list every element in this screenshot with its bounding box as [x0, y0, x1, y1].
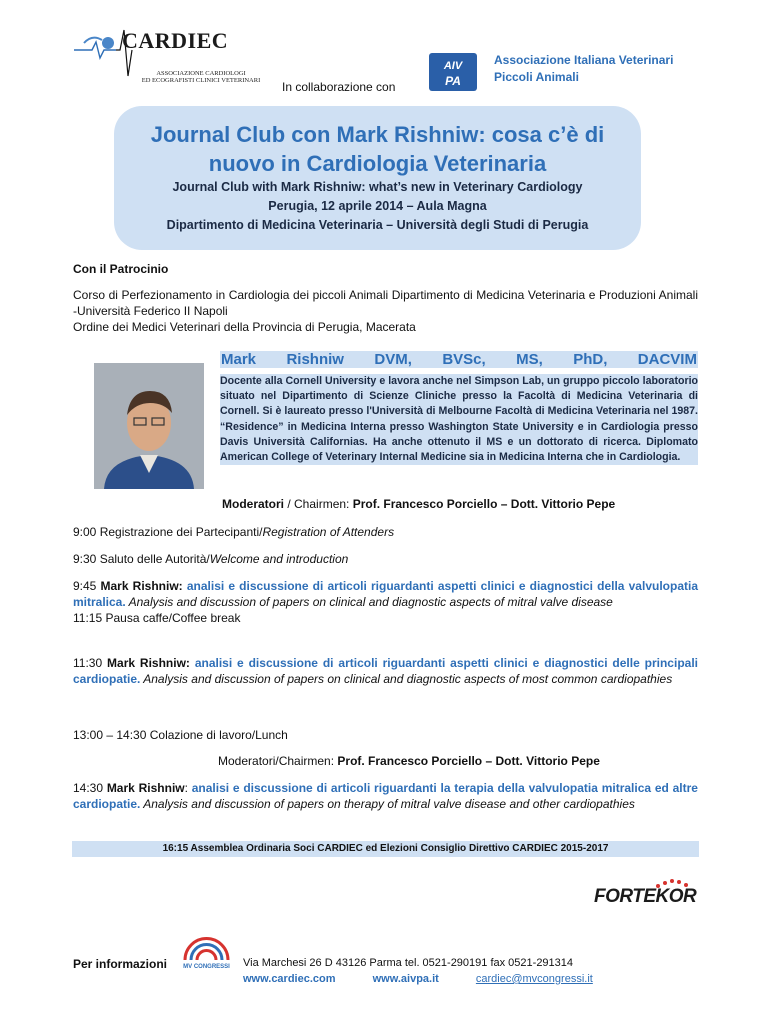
- program-item-lunch: 13:00 – 14:30 Colazione di lavoro/Lunch: [73, 728, 288, 742]
- moderators-2: [218, 754, 600, 768]
- program-speaker: Mark Rishniw: [106, 781, 185, 795]
- mv-congressi-logo: [179, 934, 234, 972]
- event-title: [114, 120, 641, 178]
- speaker-name-part: BVSc,: [442, 351, 486, 368]
- chairmen-label: / Chairmen:: [284, 497, 353, 511]
- moderators-names: Prof. Francesco Porciello – Dott. Vittorio Pepe: [352, 497, 616, 511]
- website-link-aivpa[interactable]: www.aivpa.it: [372, 973, 439, 985]
- program-item-registration: [73, 524, 698, 540]
- website-link-cardiec[interactable]: www.cardiec.com: [243, 973, 336, 985]
- patronage-text: [73, 287, 698, 335]
- event-title-line-2: nuovo in Cardiologia Veterinaria: [208, 151, 547, 176]
- program-english: Analysis and discussion of papers on clinical and diagnostic aspects of mitral valve disease: [125, 595, 613, 609]
- speaker-name-part: PhD,: [573, 351, 608, 368]
- event-date: Perugia, 12 aprile 2014 – Aula Magna: [268, 199, 487, 213]
- program-item-session-2: [73, 655, 698, 687]
- patronage-line-1: Corso di Perfezionamento in Cardiologia dei piccoli Animali Dipartimento di Medicina Veterinaria e Produzioni Animali -Università Federico II Napoli: [73, 288, 698, 318]
- sponsor-logo: FORTEKOR: [594, 886, 697, 907]
- aivpa-logo: [429, 53, 477, 91]
- cardiec-title: CARDIEC: [122, 28, 229, 53]
- speaker-name-part: DVM,: [374, 351, 412, 368]
- moderators-1: [222, 497, 615, 511]
- program-english: Analysis and discussion of papers on clinical and diagnostic aspects of most common cardiopathies: [140, 672, 673, 686]
- program-speaker: Mark Rishniw:: [107, 656, 195, 670]
- speaker-bio: Docente alla Cornell University e lavora anche nel Simpson Lab, un gruppo piccolo laboratorio situato nel Dipartimento di Scienze Cliniche presso la Facoltà di Medicina Veterinaria di Cornell. Si è laureato presso l'Università di Melbourne Facoltà di Medicina Veterinaria nel 1987. “Residence” in Medicina Interna presso Washington State University e in Cardiologia presso Davis Università Californias. Ha anche ottenuto il MS e un dottorato di ricerca. Diplomato American College of Veterinary Internal Medicine sia in Medicina Interna che in Cardiologia.: [220, 374, 698, 465]
- moderators-label: Moderatori: [218, 754, 276, 768]
- program-time: 9:30 Saluto delle Autorità/: [73, 552, 210, 566]
- program-item-session-1: [73, 578, 698, 626]
- program-coffee-break: 11:15 Pausa caffe/Coffee break: [73, 611, 241, 625]
- speaker-name-part: MS,: [516, 351, 543, 368]
- footer-links: [243, 973, 613, 985]
- aivpa-name-line-2: Piccoli Animali: [494, 70, 579, 84]
- program-english: Welcome and introduction: [209, 552, 349, 566]
- program-english: Registration of Attenders: [262, 525, 395, 539]
- program-italian: analisi e discussione di articoli riguardanti aspetti clinici e diagnostici della valvulopatia mitralica.: [73, 579, 698, 609]
- moderators-label: Moderatori: [222, 497, 285, 511]
- chairmen-label: /Chairmen:: [275, 754, 338, 768]
- event-title-line-1: Journal Club con Mark Rishniw: cosa c’è di: [150, 122, 605, 147]
- aivpa-name-line-1: Associazione Italiana Veterinari: [494, 53, 674, 67]
- email-link[interactable]: cardiec@mvcongressi.it: [475, 973, 593, 985]
- program-item-session-3: [73, 780, 698, 812]
- svg-text:AIV: AIV: [443, 60, 463, 72]
- speaker-name-part: Mark: [221, 351, 257, 368]
- title-box: [114, 106, 641, 250]
- collaboration-label: In collaborazione con: [282, 80, 396, 94]
- program-time: 9:45: [73, 579, 101, 593]
- speaker-name-part: Rishniw: [286, 351, 344, 368]
- program-item-welcome: [73, 551, 698, 567]
- svg-text:PA: PA: [445, 74, 461, 88]
- program-italian: analisi e discussione di articoli riguardanti aspetti clinici e diagnostici delle principali cardiopatie.: [73, 656, 698, 686]
- moderators-names: Prof. Francesco Porciello – Dott. Vittorio Pepe: [337, 754, 600, 768]
- program-italian: analisi e discussione di articoli riguardanti la terapia della valvulopatia mitralica ed altre cardiopatie.: [73, 781, 698, 811]
- info-label: Per informazioni: [73, 957, 168, 971]
- assembly-bar: 16:15 Assemblea Ordinaria Soci CARDIEC ed Elezioni Consiglio Direttivo CARDIEC 2015-2017: [72, 841, 699, 857]
- program-speaker: Mark Rishniw:: [100, 579, 187, 593]
- program-colon: :: [184, 781, 192, 795]
- event-title-english: Journal Club with Mark Rishniw: what’s new in Veterinary Cardiology: [172, 180, 583, 194]
- program-time: 14:30: [73, 781, 107, 795]
- program-english: Analysis and discussion of papers on therapy of mitral valve disease and other cardiopathies: [140, 797, 635, 811]
- cardiec-subtitle-line-1: ASSOCIAZIONE CARDIOLOGI: [156, 70, 246, 77]
- speaker-name: [220, 351, 698, 368]
- patronage-heading: Con il Patrocinio: [73, 262, 169, 276]
- aivpa-name: [494, 52, 673, 86]
- speaker-photo: [94, 363, 204, 489]
- svg-text:MV CONGRESSI: MV CONGRESSI: [183, 964, 230, 970]
- cardiec-subtitle-line-2: ED ECOGRAFISTI CLINICI VETERINARI: [141, 77, 261, 84]
- event-department: Dipartimento di Medicina Veterinaria – Università degli Studi di Perugia: [166, 218, 589, 232]
- patronage-line-2: Ordine dei Medici Veterinari della Provincia di Perugia, Macerata: [73, 320, 416, 334]
- speaker-name-part: DACVIM: [637, 351, 697, 368]
- cardiec-subtitle: [136, 70, 266, 84]
- program-time: 11:30: [73, 656, 108, 670]
- program-time: 9:00 Registrazione dei Partecipanti/: [73, 525, 263, 539]
- contact-info: Via Marchesi 26 D 43126 Parma tel. 0521-290191 fax 0521-291314: [243, 957, 574, 969]
